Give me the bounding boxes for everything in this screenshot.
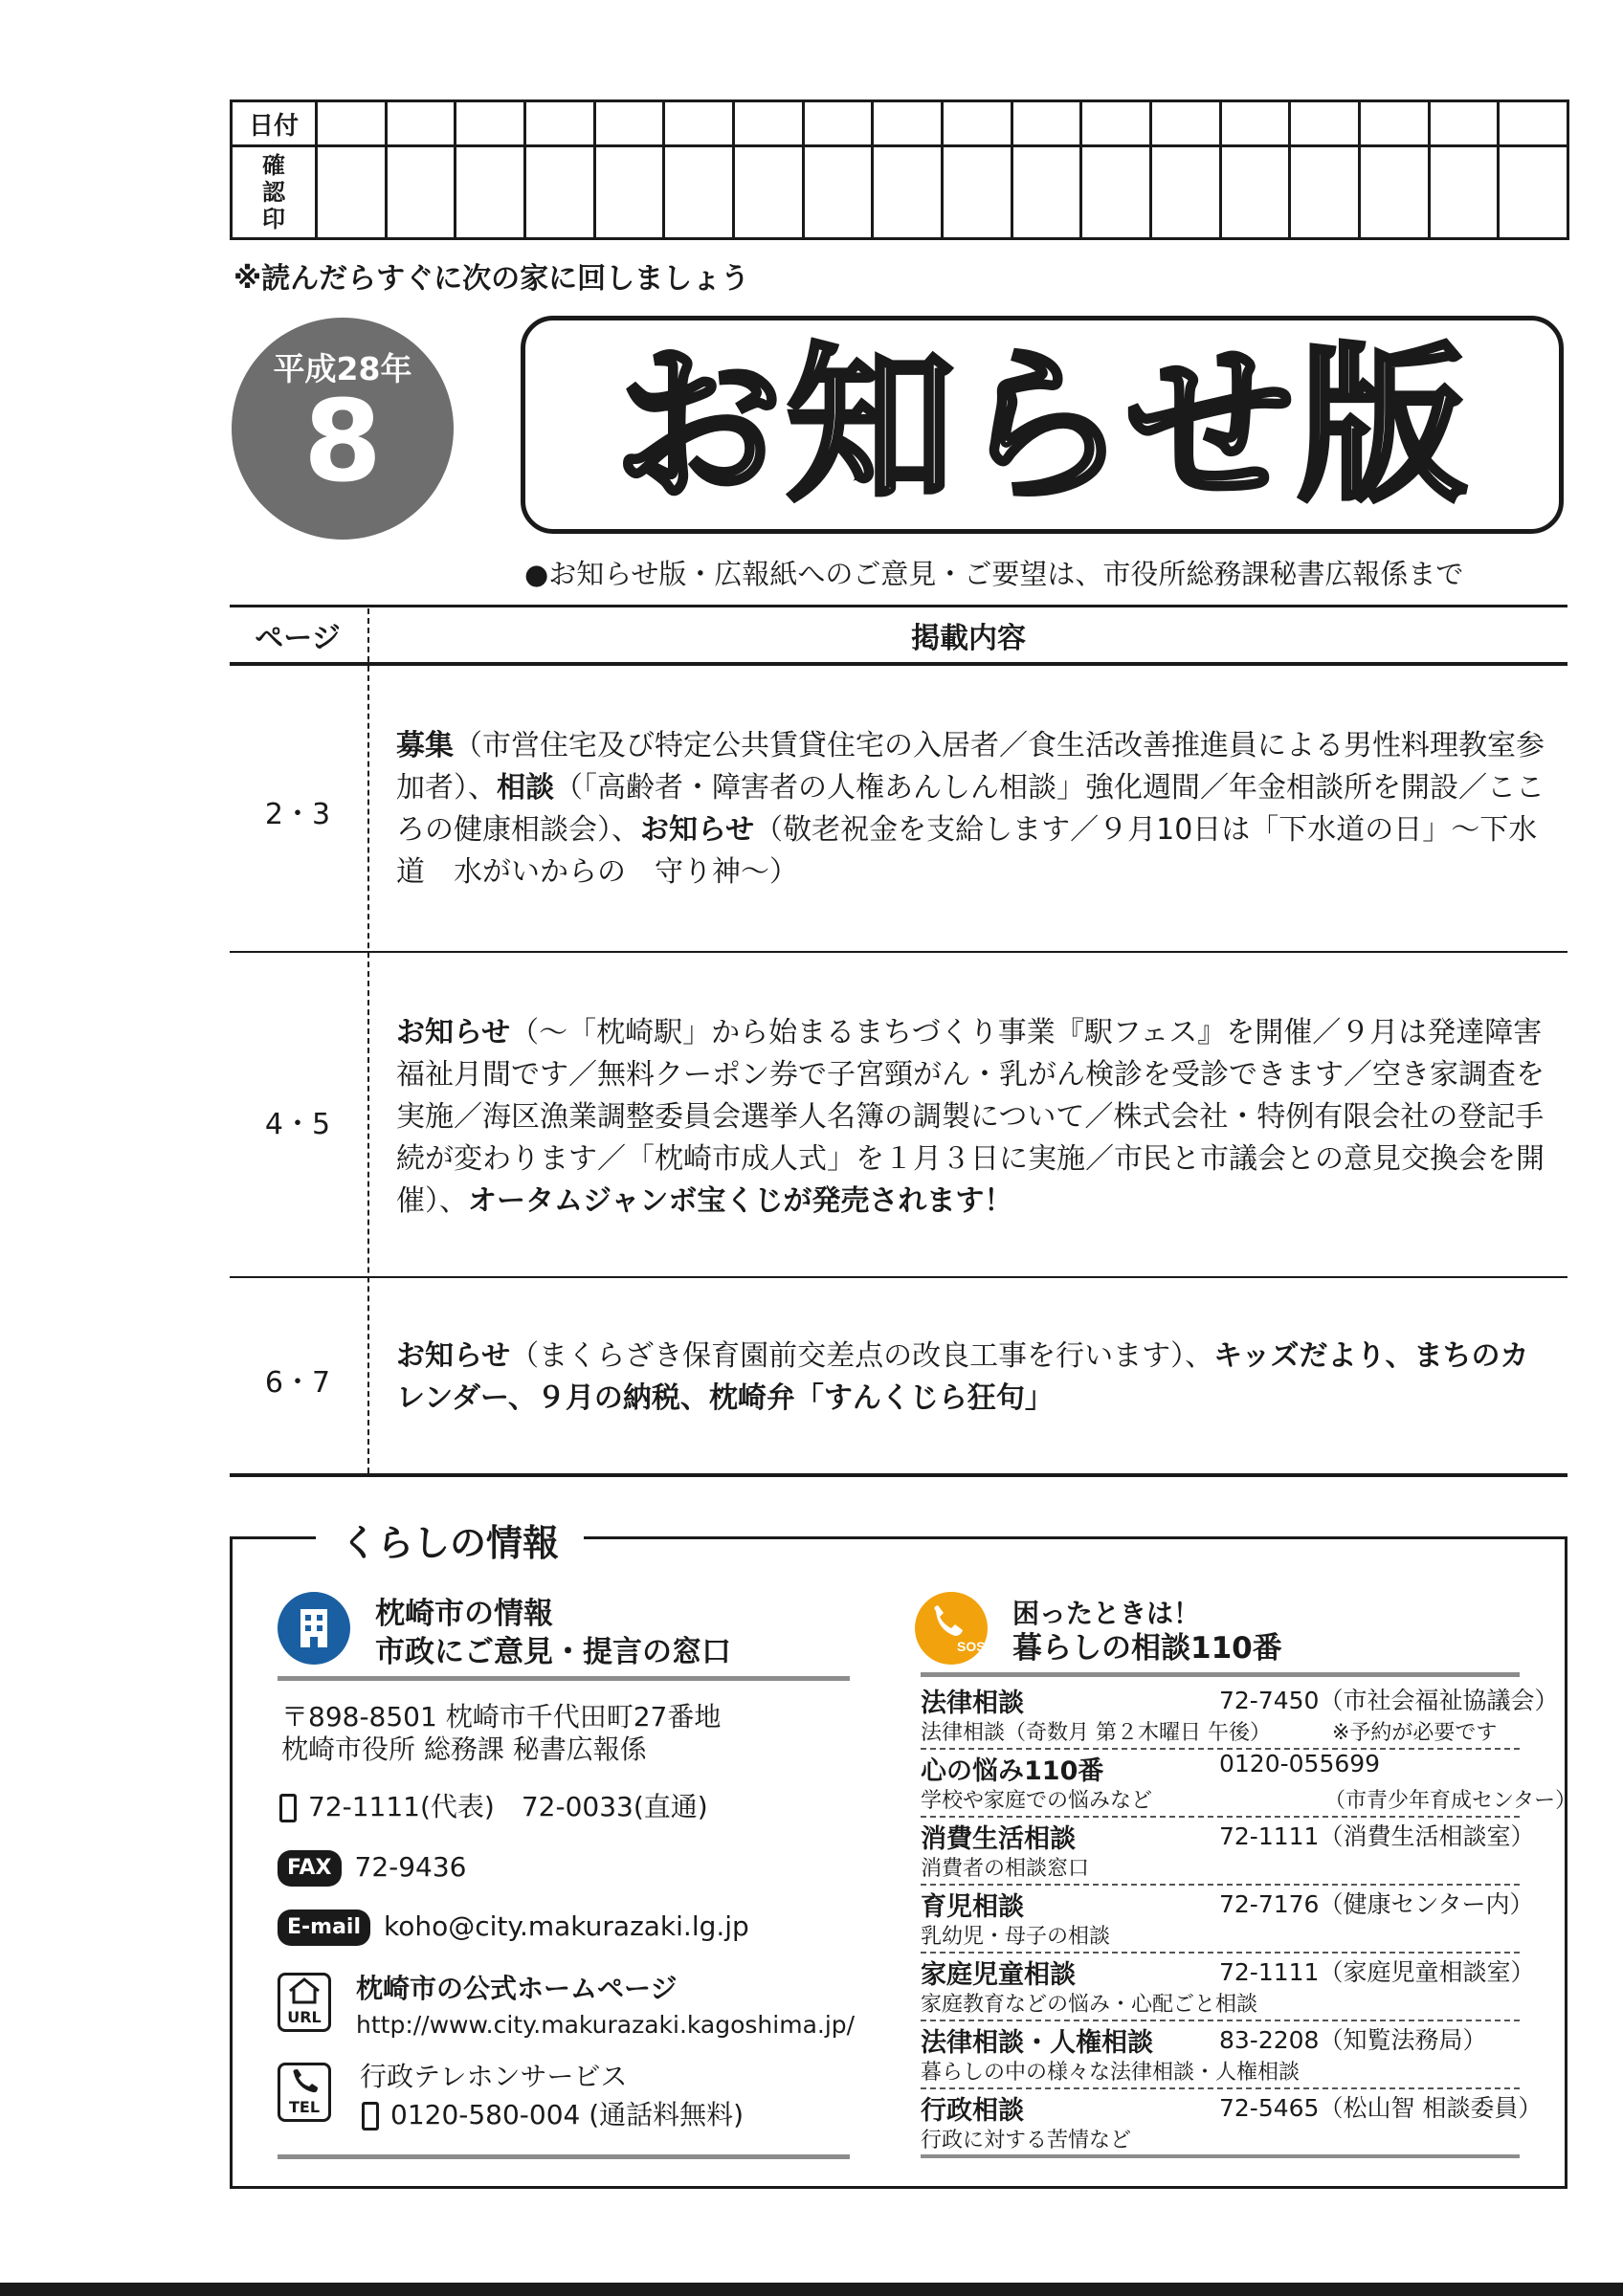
category-detail: （まくらざき保育園前交差点の改良工事を行います）、 <box>510 1339 1214 1373</box>
sos-label: SOS <box>957 1639 986 1654</box>
email-icon: E-mail <box>278 1910 370 1946</box>
consultation-item <box>921 1884 1534 1954</box>
stamp-cell <box>1499 146 1568 239</box>
category-label: 募集 <box>396 729 454 762</box>
homepage-url[interactable]: http://www.city.makurazaki.kagoshima.jp/ <box>356 2011 856 2039</box>
contents-header-content: 掲載内容 <box>911 622 1026 655</box>
issue-number: 8 <box>302 375 383 507</box>
date-cell <box>1150 101 1220 146</box>
consultation-item <box>921 2020 1520 2089</box>
consultation-note: ※予約が必要です <box>1332 1721 1498 1745</box>
contents-row-rule <box>230 951 1567 953</box>
category-detail: （市営住宅及び特定公共賃貸住宅の入居者／食生活改善推進員による男性料理教室参加者）、 <box>396 729 1545 805</box>
stamp-cell <box>1429 146 1499 239</box>
contents-row-text <box>396 1336 1545 1420</box>
contents-row-rule <box>230 1276 1567 1278</box>
category-detail: （「高齢者・障害者の人権あんしん相談」強化週間／年金相談所を開設／こころの健康相談会）、 <box>396 771 1545 847</box>
consultation-desc: 乳幼児・母子の相談 <box>921 1925 1111 1949</box>
stamp-cell <box>386 146 456 239</box>
consultation-note: （市青少年育成センター） <box>1324 1789 1577 1813</box>
stamp-cell <box>1012 146 1081 239</box>
opinion-window-heading: 市政にご意見・提言の窓口 <box>375 1635 731 1669</box>
phone-number: 72-1111(代表) 72-0033(直通) <box>308 1791 708 1822</box>
stamp-cell <box>317 146 387 239</box>
homepage-title: 枕崎市の公式ホームページ <box>356 1973 678 2004</box>
stamp-label-char: 認 <box>262 178 285 206</box>
date-cell <box>1081 101 1151 146</box>
stamp-cell <box>873 146 943 239</box>
date-cell <box>1012 101 1081 146</box>
contents-bottom-rule <box>230 1473 1567 1477</box>
office-address: 枕崎市役所 総務課 秘書広報係 <box>281 1733 647 1765</box>
date-cell <box>1220 101 1290 146</box>
stamp-cell <box>803 146 873 239</box>
date-cell <box>594 101 664 146</box>
date-cell <box>733 101 803 146</box>
consultation-item <box>921 1816 1535 1886</box>
consultation-item <box>921 1680 1559 1750</box>
contents-row-text <box>396 1012 1545 1223</box>
tel-service-line <box>362 2099 744 2131</box>
circulation-note: ※読んだらすぐに次の家に回しましょう <box>233 262 750 296</box>
date-cell <box>456 101 525 146</box>
stamp-cell <box>1150 146 1220 239</box>
consultation-item <box>921 1748 1577 1818</box>
contents-column-divider <box>367 608 369 1473</box>
phone-icon <box>279 1794 297 1822</box>
consultation-number: 72-1111（消費生活相談室） <box>1219 1822 1535 1850</box>
email-address[interactable]: koho@city.makurazaki.lg.jp <box>384 1910 749 1942</box>
stamp-cell <box>664 146 734 239</box>
url-icon-label: URL <box>287 2008 322 2026</box>
consultation-item <box>921 1952 1535 2021</box>
consultation-name: 行政相談 <box>921 2096 1024 2126</box>
contents-row-page: 4・5 <box>264 1108 331 1141</box>
building-icon <box>278 1592 350 1665</box>
date-label: 日付 <box>232 101 317 146</box>
consultation-item <box>921 2087 1543 2157</box>
section-rule <box>921 2154 1520 2158</box>
contents-row-text <box>396 725 1545 894</box>
date-cell <box>664 101 734 146</box>
date-cell <box>1429 101 1499 146</box>
consultation-number: 72-1111（家庭児童相談室） <box>1219 1958 1535 1986</box>
fax-line <box>278 1850 467 1887</box>
feedback-note: ●お知らせ版・広報紙へのご意見・ご要望は、市役所総務課秘書広報係まで <box>524 558 1464 590</box>
consultation-desc: 法律相談（奇数月 第２木曜日 午後） <box>921 1721 1271 1745</box>
email-line <box>278 1910 749 1946</box>
consultation-name: 育児相談 <box>921 1892 1024 1922</box>
living-info-title: くらしの情報 <box>316 1513 584 1566</box>
consultation-number: 72-5465（松山智 相談委員） <box>1219 2094 1543 2122</box>
category-label: 相談 <box>497 771 554 805</box>
masthead-title: お知らせ版 <box>613 328 1471 524</box>
consultation-name: 家庭児童相談 <box>921 1960 1076 1990</box>
tel-service-number: 0120-580-004 (通話料無料) <box>390 2099 745 2130</box>
consultation-heading: 暮らしの相談110番 <box>1012 1631 1282 1666</box>
consultation-number: 0120-055699 <box>1219 1750 1381 1777</box>
stamp-cell <box>456 146 525 239</box>
issue-era: 平成28年 <box>273 350 412 387</box>
consultation-name: 法律相談 <box>921 1689 1024 1718</box>
category-label: お知らせ <box>396 1016 511 1049</box>
section-rule <box>278 1676 850 1681</box>
stamp-cell <box>594 146 664 239</box>
consultation-number: 83-2208（知覧法務局） <box>1219 2026 1487 2054</box>
date-cell <box>524 101 594 146</box>
fax-icon: FAX <box>278 1850 342 1887</box>
issue-badge <box>232 318 454 540</box>
section-rule <box>278 2154 850 2159</box>
home-url-icon <box>278 1973 331 2032</box>
contents-top-rule <box>230 605 1567 607</box>
consultation-number: 72-7450（市社会福祉協議会） <box>1219 1687 1559 1714</box>
stamp-cell <box>942 146 1012 239</box>
stamp-cell <box>524 146 594 239</box>
date-cell <box>1499 101 1568 146</box>
city-info-heading: 枕崎市の情報 <box>375 1597 553 1631</box>
page-bottom-bar <box>0 2283 1623 2296</box>
stamp-label <box>232 146 317 239</box>
fax-number: 72-9436 <box>354 1851 467 1883</box>
category-label: オータムジャンボ宝くじが発売されます！ <box>468 1184 1013 1218</box>
date-cell <box>317 101 387 146</box>
sos-icon <box>915 1592 988 1665</box>
telephone-icon <box>278 2063 331 2122</box>
postal-address: 〒898-8501 枕崎市千代田町27番地 <box>281 1701 722 1733</box>
stamp-label-char: 印 <box>262 205 285 232</box>
section-rule <box>921 1672 1520 1677</box>
consultation-desc: 暮らしの中の様々な法律相談・人権相談 <box>921 2061 1301 2085</box>
contents-header-page: ページ <box>255 622 341 655</box>
date-cell <box>942 101 1012 146</box>
stamp-cell <box>733 146 803 239</box>
category-label: お知らせ <box>640 813 755 847</box>
contents-header-rule <box>230 662 1567 666</box>
stamp-label-char: 確 <box>262 151 285 179</box>
tel-icon-label: TEL <box>288 2098 321 2116</box>
consultation-name: 消費生活相談 <box>921 1824 1076 1854</box>
stamp-cell <box>1220 146 1290 239</box>
date-cell <box>873 101 943 146</box>
stamp-cell <box>1290 146 1360 239</box>
contents-row-page: 6・7 <box>264 1366 331 1400</box>
date-cell <box>386 101 456 146</box>
phone-icon <box>362 2102 379 2130</box>
masthead <box>521 316 1564 534</box>
stamp-cell <box>1081 146 1151 239</box>
consultation-name: 法律相談・人権相談 <box>921 2028 1153 2058</box>
date-cell <box>1290 101 1360 146</box>
category-detail: （敬老祝金を支給します／９月10日は「下水道の日」～下水道 水がいからの 守り神～） <box>396 813 1538 889</box>
consultation-desc: 行政に対する苦情など <box>921 2129 1132 2152</box>
category-detail: （～「枕崎駅」から始まるまちづくり事業『駅フェス』を開催／９月は発達障害福祉月間です／無料クーポン券で子宮頸がん・乳がん検診を受診できます／空き家調査を実施／海区漁業調整委員会選挙人名簿の調製について／株式会社・特例有限会社の登記手続が変わります／「枕崎市成人式」を１月３日に実施／市民と市議会との意見交換会を開催）、 <box>396 1016 1545 1218</box>
date-cell <box>1359 101 1429 146</box>
tel-service-title: 行政テレホンサービス <box>360 2061 628 2092</box>
category-label: キッズだより、まちのカレンダー、９月の納税、枕崎弁「すんくじら狂句」 <box>396 1339 1529 1415</box>
circulation-table <box>230 99 1569 240</box>
consultation-desc: 家庭教育などの悩み・心配ごと相談 <box>921 1993 1258 2017</box>
consultation-desc: 学校や家庭での悩みなど <box>921 1789 1153 1813</box>
consultation-number: 72-7176（健康センター内） <box>1219 1890 1534 1918</box>
consultation-desc: 消費者の相談窓口 <box>921 1857 1090 1881</box>
date-cell <box>803 101 873 146</box>
category-label: お知らせ <box>396 1339 511 1373</box>
phone-line <box>279 1791 708 1823</box>
contents-row-page: 2・3 <box>264 798 331 831</box>
stamp-cell <box>1359 146 1429 239</box>
consultation-name: 心の悩み110番 <box>921 1756 1104 1786</box>
trouble-heading: 困ったときは！ <box>1012 1598 1201 1629</box>
